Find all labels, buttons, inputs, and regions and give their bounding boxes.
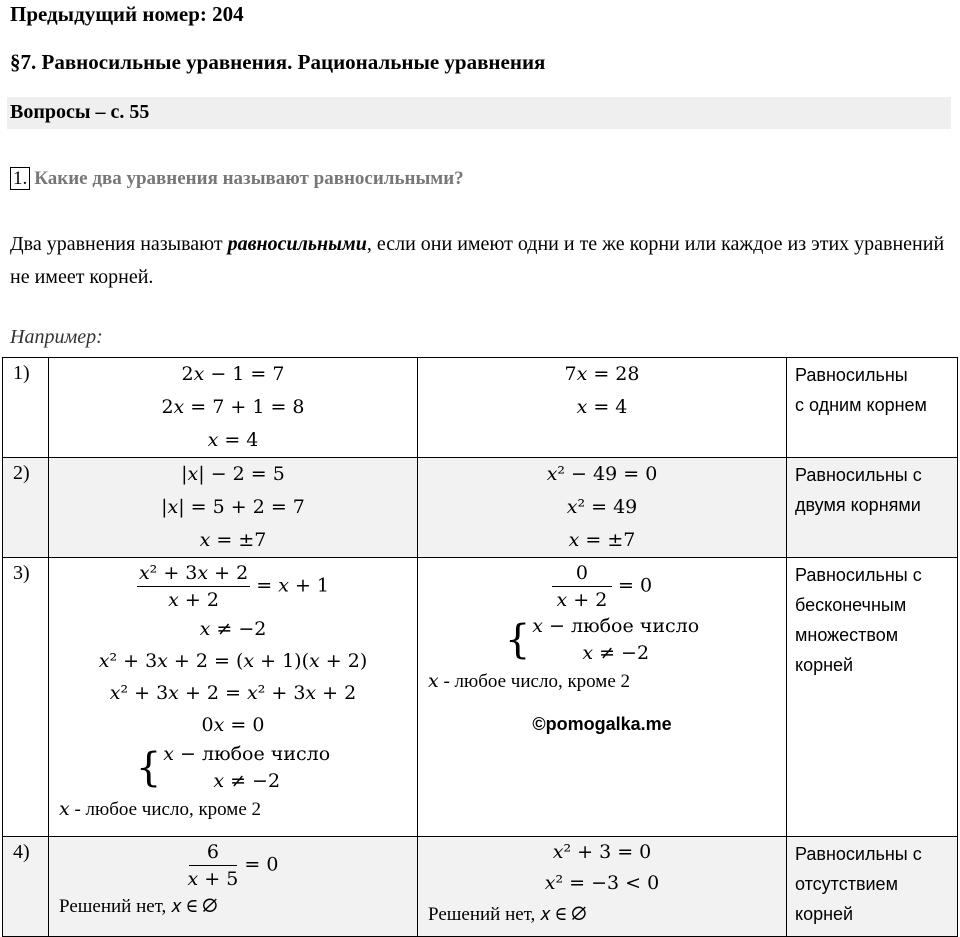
math-line: 2𝑥 − 1 = 7 [181, 363, 285, 385]
equation-b [418, 458, 787, 558]
math-line: 𝑥² − 49 = 0 [546, 463, 658, 485]
answer-paragraph [10, 228, 950, 294]
example-label: Например: [10, 326, 103, 348]
fraction-equation [49, 558, 417, 613]
section-title: §7. Равносильные уравнения. Рациональные уравнения [10, 50, 546, 74]
row-number: 4) [3, 837, 49, 937]
math-line: 𝑥 = 4 [576, 396, 628, 418]
answer-text-after: , если они имеют одни и те же корни или каждое из этих уравнений не имеет корней. [10, 233, 945, 288]
conclusion-line: Равносильны с [795, 844, 922, 864]
fraction [188, 839, 239, 892]
rhs: = 0 [238, 853, 279, 876]
math-line: 7𝑥 = 28 [564, 363, 640, 385]
equation-a [49, 558, 418, 837]
fraction [137, 560, 250, 613]
equation-b [418, 358, 787, 458]
math-line: |𝑥| = 5 + 2 = 7 [161, 496, 305, 518]
equation-b [418, 837, 787, 937]
math-line: 𝑥 = 4 [207, 429, 259, 451]
note-text: - любое число, кроме 2 [438, 671, 631, 692]
questions-bar [7, 97, 951, 129]
math-line: 𝑥² = −3 < 0 [544, 872, 660, 894]
denominator: 𝑥 + 5 [187, 868, 239, 890]
math-line: 𝑥 ≠ −2 [199, 618, 267, 640]
conclusion-line: Равносильны [795, 365, 908, 385]
system [418, 613, 786, 667]
numerator: 6 [189, 839, 237, 866]
math-line: |𝑥| − 2 = 5 [181, 463, 285, 485]
conclusion-line: Равносильны с [795, 565, 922, 585]
variable: 𝑥 [59, 798, 70, 820]
denominator: 𝑥 + 2 [556, 589, 608, 611]
math-line: 𝑥 = ±7 [199, 529, 267, 551]
system [49, 741, 417, 795]
conclusion-line: корней [795, 655, 854, 675]
watermark-text: ©pomogalka.me [532, 714, 672, 734]
solution-note: Решений нет, 𝑥 ∈ ∅ [428, 904, 587, 925]
answer-text-before: Два уравнения называют [10, 233, 228, 255]
conclusion [787, 458, 958, 558]
numerator: 𝑥² + 3𝑥 + 2 [137, 560, 250, 587]
system-line: 𝑥 ≠ −2 [582, 642, 650, 664]
math-line: 𝑥² = 49 [566, 496, 638, 518]
equation-a [49, 837, 418, 937]
equation-a [49, 458, 418, 558]
solution-note: Решений нет, 𝑥 ∈ ∅ [59, 896, 218, 917]
answer-term: равносильными [227, 233, 367, 255]
conclusion-line: множеством [795, 625, 899, 645]
question-text: Какие два уравнения называют равносильными? [34, 168, 464, 189]
system-line: 𝑥 − любое число [163, 743, 331, 765]
system-line: 𝑥 ≠ −2 [213, 770, 281, 792]
conclusion-line: Равносильны с [795, 465, 922, 485]
conclusion [787, 558, 958, 837]
conclusion-line: корней [795, 904, 854, 924]
variable: 𝑥 [428, 670, 439, 692]
table-row [3, 558, 958, 837]
table-row [3, 458, 958, 558]
system-line: 𝑥 − любое число [532, 615, 700, 637]
previous-number: Предыдущий номер: 204 [10, 2, 244, 26]
math-line: 𝑥² + 3𝑥 + 2 = 𝑥² + 3𝑥 + 2 [109, 682, 357, 704]
conclusion [787, 837, 958, 937]
math-line: 0𝑥 = 0 [201, 714, 265, 736]
fraction-equation [49, 837, 417, 892]
brace-icon: { [504, 617, 531, 663]
fraction-equation [418, 558, 786, 613]
question-1 [10, 168, 464, 190]
equation-b [418, 558, 787, 837]
math-line: 𝑥² + 3𝑥 + 2 = (𝑥 + 1)(𝑥 + 2) [98, 650, 368, 672]
examples-table [2, 357, 958, 937]
table-row [3, 837, 958, 937]
table-row [3, 358, 958, 458]
fraction [552, 560, 612, 613]
math-line: 𝑥² + 3 = 0 [552, 841, 652, 863]
row-number: 1) [3, 358, 49, 458]
brace-icon: { [135, 745, 162, 791]
math-line: 2𝑥 = 7 + 1 = 8 [161, 396, 305, 418]
math-line: 𝑥 = ±7 [568, 529, 636, 551]
conclusion-line: бесконечным [795, 595, 907, 615]
question-number: 1. [10, 167, 30, 190]
row-number: 2) [3, 458, 49, 558]
rhs: = 0 [612, 574, 653, 597]
questions-heading: Вопросы – с. 55 [10, 101, 150, 123]
conclusion [787, 358, 958, 458]
conclusion-line: с одним корнем [795, 395, 927, 415]
conclusion-line: двумя корнями [795, 495, 921, 515]
solution-note [418, 667, 786, 696]
solution-note [49, 795, 417, 824]
note-text: - любое число, кроме 2 [69, 799, 262, 820]
equation-a [49, 358, 418, 458]
numerator: 0 [552, 560, 612, 587]
conclusion-line: отсутствием [795, 874, 898, 894]
row-number: 3) [3, 558, 49, 837]
denominator: 𝑥 + 2 [168, 589, 219, 611]
rhs: = 𝑥 + 1 [250, 574, 330, 597]
